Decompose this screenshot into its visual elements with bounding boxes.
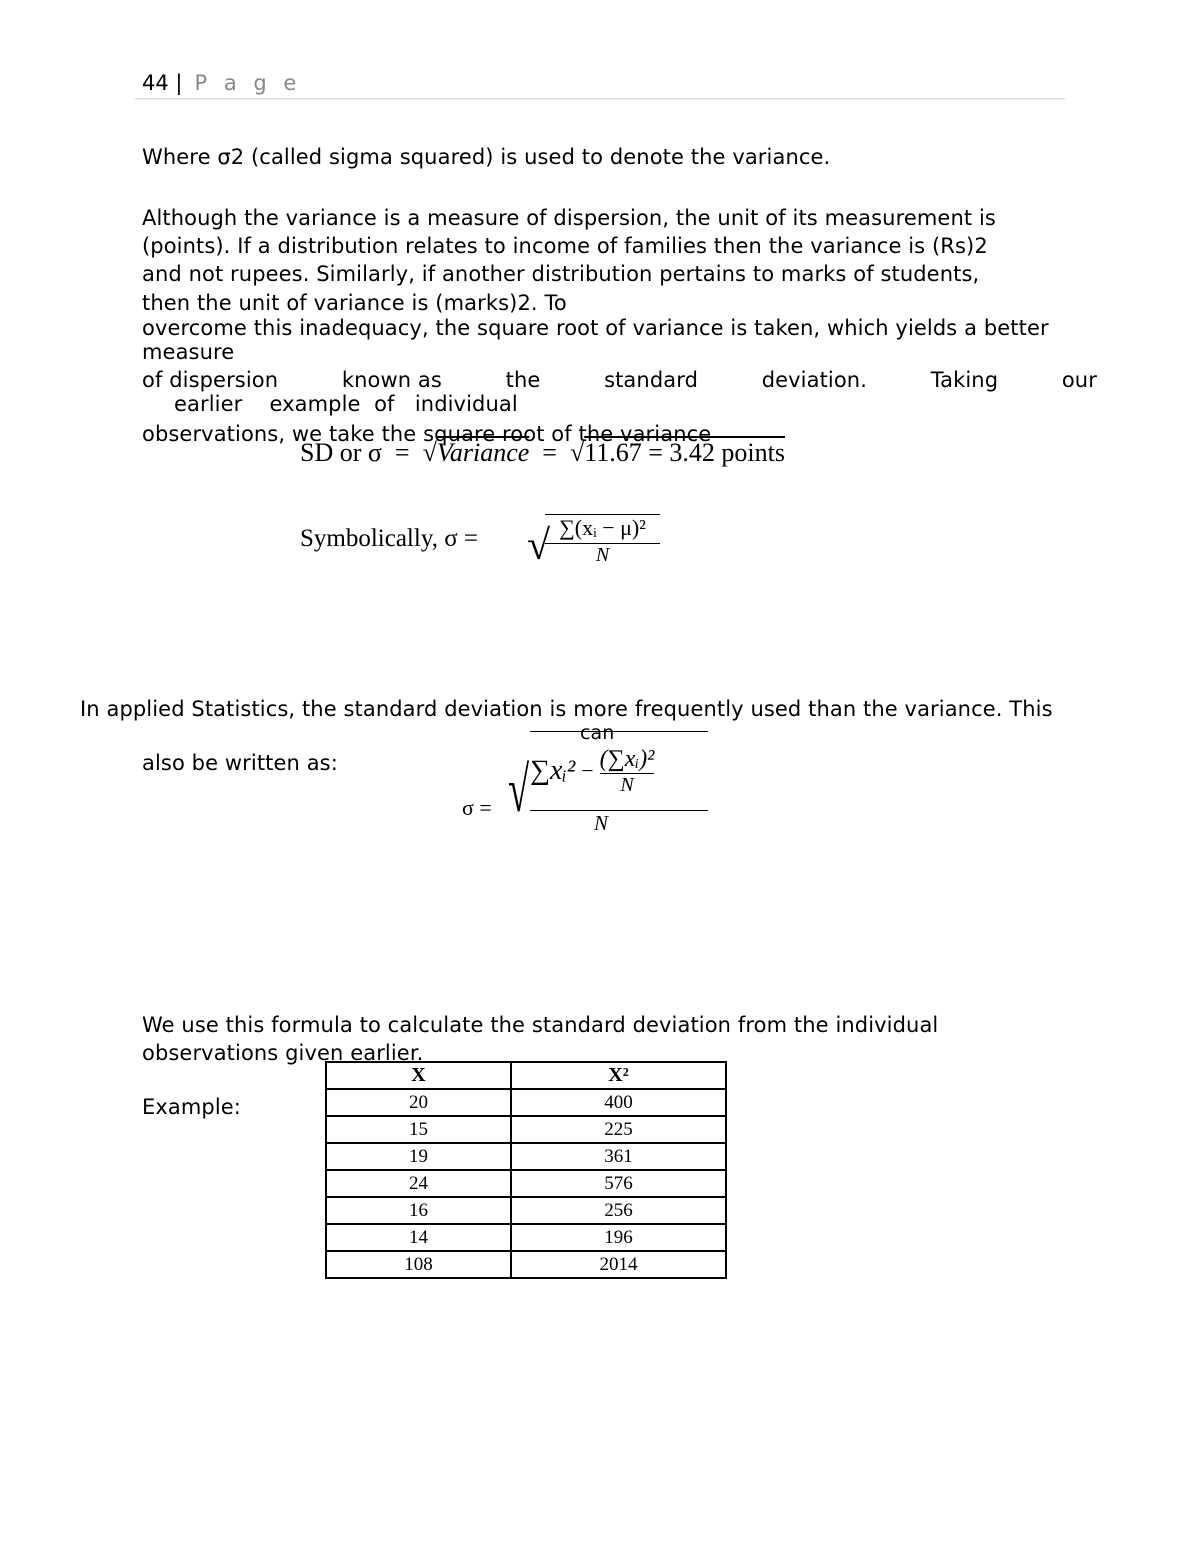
symbolic-fraction: [545, 514, 660, 567]
alt-formula-lhs: σ =: [462, 795, 492, 820]
paragraph-word: the: [505, 368, 541, 392]
cell-x: 16: [326, 1197, 511, 1224]
sd-value: 11.67 = 3.42 points: [584, 438, 785, 467]
column-header-x-squared: X²: [511, 1062, 726, 1089]
paragraph-line: Although the variance is a measure of dispersion, the unit of its measurement is: [142, 206, 996, 230]
alt-inner-denominator: N: [620, 773, 634, 796]
table-row: [326, 1197, 726, 1224]
cell-x-squared: 576: [511, 1170, 726, 1197]
alt-outer-denominator: N: [593, 811, 608, 835]
alt-inner-fraction: [600, 746, 655, 797]
squares-table: [325, 1061, 727, 1279]
paragraph-line: also be written as:: [142, 751, 338, 775]
table-body: [326, 1089, 726, 1278]
paragraph-line: overcome this inadequacy, the square root of variance is taken, which yields a better: [142, 316, 1049, 340]
table-row: [326, 1116, 726, 1143]
alt-formula-numerator: [530, 732, 708, 811]
paragraph-word: known as: [341, 368, 442, 392]
paragraph-line: We use this formula to calculate the standard deviation from the individual: [142, 1013, 939, 1037]
page-label: P a g e: [194, 71, 302, 95]
symbolic-numerator: ∑(xᵢ − μ)²: [545, 515, 660, 544]
symbolic-formula-label: Symbolically, σ =: [300, 525, 479, 552]
column-header-x: X: [326, 1062, 511, 1089]
table-row: [326, 1089, 726, 1116]
paragraph-line: then the unit of variance is (marks)2. To: [142, 291, 567, 315]
paragraph-line: observations given earlier.: [142, 1041, 424, 1065]
cell-x: 15: [326, 1116, 511, 1143]
paragraph-fragment-can: can: [580, 722, 615, 744]
paragraph-line: measure: [142, 340, 235, 364]
sd-lhs: SD or σ =: [300, 438, 423, 467]
paragraph-sigma-squared: Where σ2 (called sigma squared) is used to denote the variance.: [142, 145, 831, 169]
table-row: [326, 1251, 726, 1278]
page-header: [142, 71, 301, 95]
table-row: [326, 1143, 726, 1170]
sd-formula: [300, 438, 785, 468]
cell-x-squared: 2014: [511, 1251, 726, 1278]
alt-formula-radicand: [530, 731, 708, 836]
sd-variance: Variance: [436, 438, 530, 467]
paragraph-word: Taking: [930, 368, 999, 392]
sd-equals: =: [529, 438, 570, 467]
paragraph-word: standard: [604, 368, 699, 392]
paragraph-line: (points). If a distribution relates to income of families then the variance is (Rs)2: [142, 234, 988, 258]
sqrt-icon: √: [569, 438, 585, 467]
alt-square-of-sum: (∑xᵢ)²: [599, 745, 655, 772]
cell-x-squared: 256: [511, 1197, 726, 1224]
table-header-row: [326, 1062, 726, 1089]
cell-x: 24: [326, 1170, 511, 1197]
page-number: 44 |: [142, 71, 183, 95]
paragraph-word: our: [1061, 368, 1097, 392]
sqrt-icon: √: [422, 438, 437, 467]
cell-x-squared: 361: [511, 1143, 726, 1170]
paragraph-word: of dispersion: [142, 368, 279, 392]
header-divider: [135, 98, 1065, 100]
alt-minus: −: [581, 758, 594, 783]
paragraph-line: earlier example of individual: [174, 392, 518, 416]
table-row: [326, 1170, 726, 1197]
paragraph-line: In applied Statistics, the standard deviation is more frequently used than the variance. This: [80, 697, 1053, 721]
alt-sum-squares: ∑xᵢ²: [530, 755, 576, 786]
cell-x: 20: [326, 1089, 511, 1116]
cell-x-squared: 196: [511, 1224, 726, 1251]
sqrt-icon: √: [508, 754, 530, 825]
paragraph-line: and not rupees. Similarly, if another distribution pertains to marks of students,: [142, 262, 980, 286]
paragraph-line: observations, we take the square root of the variance: [142, 422, 712, 446]
table-row: [326, 1224, 726, 1251]
symbolic-denominator: N: [595, 544, 610, 566]
cell-x: 108: [326, 1251, 511, 1278]
example-label: Example:: [142, 1095, 241, 1119]
cell-x-squared: 225: [511, 1116, 726, 1143]
cell-x: 19: [326, 1143, 511, 1170]
paragraph-justified-line: [142, 368, 1097, 392]
paragraph-word: deviation.: [761, 368, 867, 392]
sqrt-icon: √: [527, 523, 551, 569]
cell-x: 14: [326, 1224, 511, 1251]
cell-x-squared: 400: [511, 1089, 726, 1116]
